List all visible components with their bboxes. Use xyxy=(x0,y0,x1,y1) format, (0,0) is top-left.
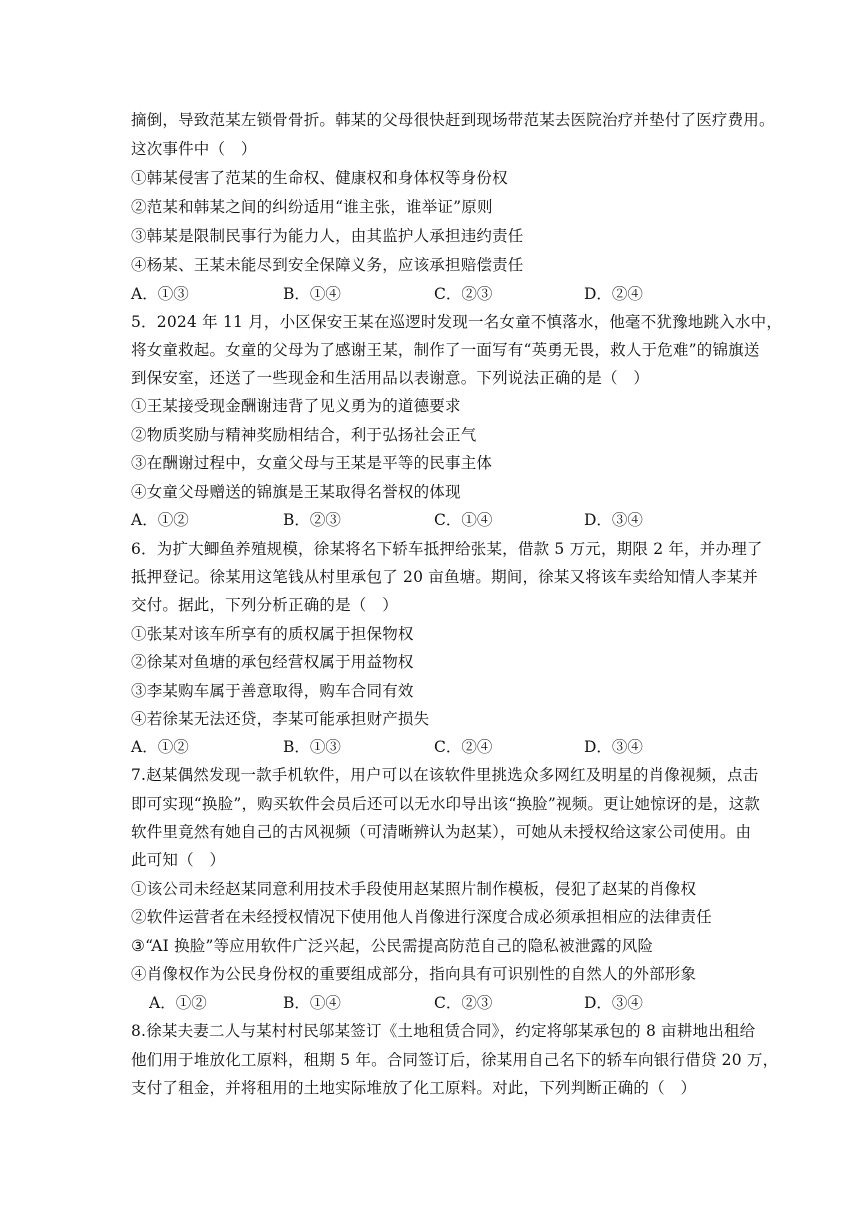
q4-statement-4: ④杨某、王某未能尽到安全保障义务，应该承担赔偿责任 xyxy=(131,256,524,274)
q7-statement-1: ①该公司未经赵某同意利用技术手段使用赵某照片制作模板，侵犯了赵某的肖像权 xyxy=(131,880,697,898)
q7-option-d[interactable]: D．③④ xyxy=(584,994,643,1012)
q8-stem-line-2: 他们用于堆放化工原料，租期 5 年。合同签订后，徐某用自己名下的轿车向银行借贷 20 万， xyxy=(131,1051,779,1069)
q5-stem-line-1: 5．2024 年 11 月，小区保安王某在巡逻时发现一名女童不慎落水，他毫不犹豫地跳入水中， xyxy=(131,313,783,331)
q4-option-c[interactable]: C．②③ xyxy=(434,285,493,303)
q5-statement-2: ②物质奖励与精神奖励相结合，利于弘扬社会正气 xyxy=(131,426,477,444)
q6-statement-2: ②徐某对鱼塘的承包经营权属于用益物权 xyxy=(131,653,414,671)
q5-stem-line-2: 将女童救起。女童的父母为了感谢王某，制作了一面写有“英勇无畏，救人于危难”的锦旗送 xyxy=(131,341,760,359)
q5-option-b[interactable]: B．②③ xyxy=(283,511,341,529)
q4-option-a[interactable]: A．①③ xyxy=(131,285,189,303)
q5-option-d[interactable]: D．③④ xyxy=(584,511,643,529)
q6-option-a[interactable]: A．①② xyxy=(131,738,189,756)
q5-option-c[interactable]: C．①④ xyxy=(434,511,493,529)
q6-stem-line-2: 抵押登记。徐某用这笔钱从村里承包了 20 亩鱼塘。期间，徐某又将该车卖给知情人李某并 xyxy=(131,568,758,586)
q7-stem-line-3: 软件里竟然有她自己的古风视频（可清晰辨认为赵某），可她从未授权给这家公司使用。由 xyxy=(131,823,752,841)
q5-option-a[interactable]: A．①② xyxy=(131,511,189,529)
q4-statement-1: ①韩某侵害了范某的生命权、健康权和身体权等身份权 xyxy=(131,169,508,187)
q7-statement-4: ④肖像权作为公民身份权的重要组成部分，指向具有可识别性的自然人的外部形象 xyxy=(131,965,697,983)
q8-stem-line-1: 8.徐某夫妻二人与某村村民邬某签订《土地租赁合同》，约定将邬某承包的 8 亩耕地出租给 xyxy=(131,1022,756,1040)
q5-options xyxy=(131,510,691,530)
q7-option-c[interactable]: C．②③ xyxy=(434,994,493,1012)
q7-option-a[interactable]: A．①② xyxy=(149,994,207,1012)
q6-statement-4: ④若徐某无法还贷，李某可能承担财产损失 xyxy=(131,710,430,728)
q6-stem-line-3: 交付。据此，下列分析正确的是（ ） xyxy=(131,596,398,614)
q8-stem-line-3: 支付了租金，并将租用的土地实际堆放了化工原料。对此，下列判断正确的（ ） xyxy=(131,1079,697,1097)
q7-options xyxy=(149,993,709,1013)
q6-option-b[interactable]: B．①③ xyxy=(283,738,341,756)
q7-statement-2: ②软件运营者在未经授权情况下使用他人肖像进行深度合成必须承担相应的法律责任 xyxy=(131,908,712,926)
q6-statement-3: ③李某购车属于善意取得，购车合同有效 xyxy=(131,682,414,700)
q4-statement-2: ②范某和韩某之间的纠纷适用“谁主张，谁举证”原则 xyxy=(131,198,493,216)
q6-options xyxy=(131,737,691,757)
q5-statement-3: ③在酬谢过程中，女童父母与王某是平等的民事主体 xyxy=(131,454,493,472)
q4-statement-3: ③韩某是限制民事行为能力人，由其监护人承担违约责任 xyxy=(131,227,524,245)
q5-stem-line-3: 到保安室，还送了一些现金和生活用品以表谢意。下列说法正确的是（ ） xyxy=(131,369,650,387)
q7-stem-line-1: 7.赵某偶然发现一款手机软件，用户可以在该软件里挑选众多网红及明星的肖像视频，点击 xyxy=(131,766,759,784)
q7-statement-3: ③“AI 换脸”等应用软件广泛兴起，公民需提高防范自己的隐私被泄露的风险 xyxy=(131,937,654,955)
q6-stem-line-1: 6．为扩大鲫鱼养殖规模，徐某将名下轿车抵押给张某，借款 5 万元，期限 2 年，并办理了 xyxy=(131,540,763,558)
q7-stem-line-2: 即可实现“换脸”，购买软件会员后还可以无水印导出该“换脸”视频。更让她惊讶的是，这款 xyxy=(131,795,761,813)
q4-stem-line-2: 这次事件中（ ） xyxy=(131,140,257,158)
q4-option-b[interactable]: B．①④ xyxy=(283,285,341,303)
q7-stem-line-4: 此可知（ ） xyxy=(131,851,226,869)
q4-option-d[interactable]: D．②④ xyxy=(584,285,643,303)
q5-statement-4: ④女童父母赠送的锦旗是王某取得名誉权的体现 xyxy=(131,483,461,501)
q6-option-d[interactable]: D．③④ xyxy=(584,738,643,756)
q6-statement-1: ①张某对该车所享有的质权属于担保物权 xyxy=(131,625,414,643)
q4-stem-line-1: 摘倒，导致范某左锁骨骨折。韩某的父母很快赶到现场带范某去医院治疗并垫付了医疗费用。 xyxy=(131,111,775,129)
q7-option-b[interactable]: B．①④ xyxy=(283,994,341,1012)
q6-option-c[interactable]: C．②④ xyxy=(434,738,493,756)
q4-options xyxy=(131,284,691,304)
q5-statement-1: ①王某接受现金酬谢违背了见义勇为的道德要求 xyxy=(131,397,461,415)
